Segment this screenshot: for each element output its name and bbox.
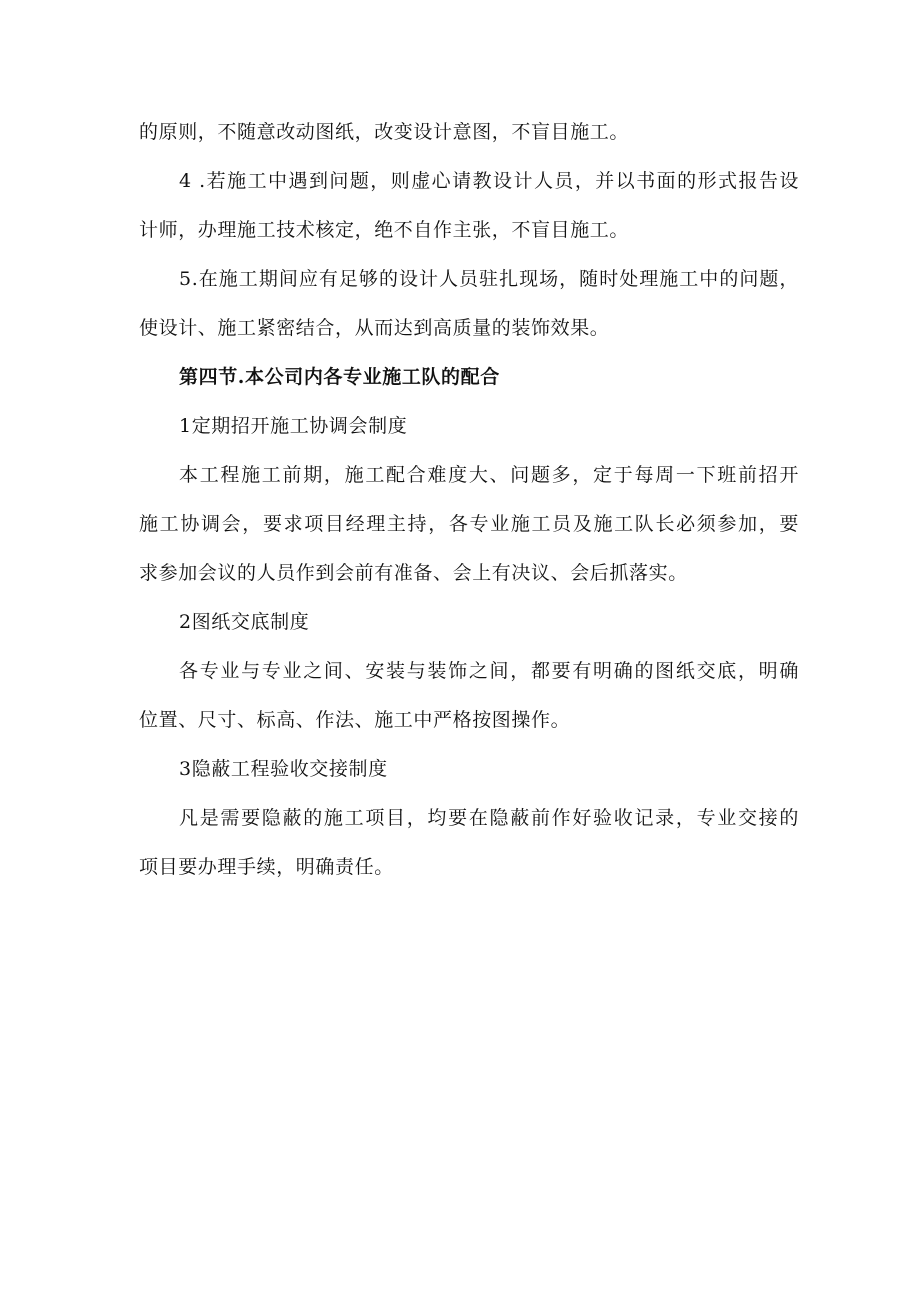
paragraph-line: 位置、尺寸、标高、作法、施工中严格按图操作。 [139,709,571,731]
subsection-title: 2图纸交底制度 [179,611,310,633]
paragraph-line: 5.在施工期间应有足够的设计人员驻扎现场，随时处理施工中的问题， [179,268,799,290]
paragraph-line: 的原则，不随意改动图纸，改变设计意图，不盲目施工。 [139,121,630,143]
paragraph-line: 凡是需要隐蔽的施工项目，均要在隐蔽前作好验收记录，专业交接的 [179,807,799,829]
subsection-title: 3隐蔽工程验收交接制度 [179,758,388,780]
paragraph-line: 各专业与专业之间、安装与装饰之间，都要有明确的图纸交底，明确 [179,660,799,682]
section-heading: 第四节.本公司内各专业施工队的配合 [179,366,500,388]
paragraph-line: 项目要办理手续，明确责任。 [139,856,394,878]
paragraph-line: 4 .若施工中遇到问题，则虚心请教设计人员，并以书面的形式报告设 [179,170,799,192]
paragraph-line: 本工程施工前期，施工配合难度大、问题多，定于每周一下班前招开 [179,464,799,486]
paragraph-line: 求参加会议的人员作到会前有准备、会上有决议、会后抓落实。 [139,562,688,584]
paragraph-line: 计师，办理施工技术核定，绝不自作主张，不盲目施工。 [139,219,630,241]
subsection-title: 1定期招开施工协调会制度 [179,415,408,437]
paragraph-line: 施工协调会，要求项目经理主持，各专业施工员及施工队长必须参加，要 [139,513,799,535]
paragraph-line: 使设计、施工紧密结合，从而达到高质量的装饰效果。 [139,317,610,339]
